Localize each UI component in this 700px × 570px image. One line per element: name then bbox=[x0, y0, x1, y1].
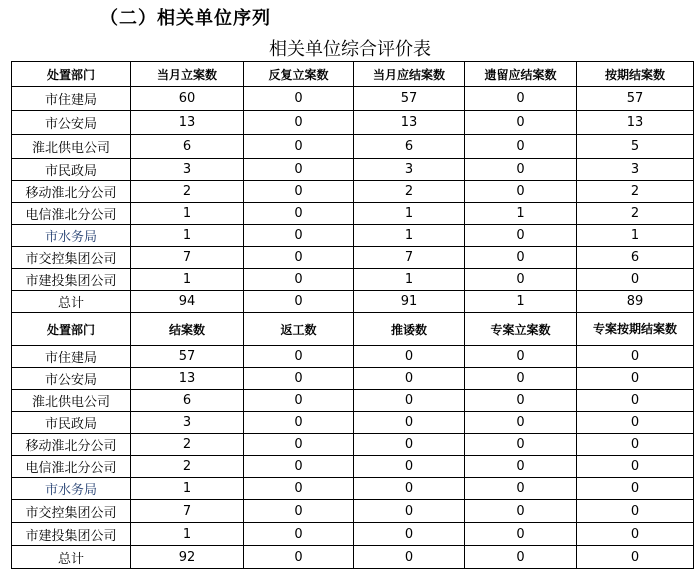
value-cell: 0 bbox=[244, 247, 354, 269]
department-cell: 市住建局 bbox=[12, 87, 131, 111]
value-cell: 0 bbox=[577, 500, 694, 523]
value-cell: 2 bbox=[577, 181, 694, 203]
value-cell: 5 bbox=[577, 135, 694, 159]
value-cell: 0 bbox=[465, 478, 577, 500]
value-cell: 0 bbox=[465, 346, 577, 368]
value-cell: 0 bbox=[465, 456, 577, 478]
value-cell: 0 bbox=[465, 111, 577, 135]
value-cell: 6 bbox=[131, 135, 244, 159]
value-cell: 7 bbox=[131, 500, 244, 523]
value-cell: 0 bbox=[465, 434, 577, 456]
value-cell: 0 bbox=[577, 390, 694, 412]
value-cell: 0 bbox=[244, 87, 354, 111]
value-cell: 0 bbox=[577, 546, 694, 569]
value-cell: 0 bbox=[577, 412, 694, 434]
department-cell: 市交控集团公司 bbox=[12, 247, 131, 269]
value-cell: 0 bbox=[577, 269, 694, 291]
table-row bbox=[12, 203, 694, 225]
total-row bbox=[12, 546, 694, 569]
table-row bbox=[12, 269, 694, 291]
value-cell: 1 bbox=[131, 269, 244, 291]
value-cell: 92 bbox=[131, 546, 244, 569]
value-cell: 1 bbox=[131, 225, 244, 247]
value-cell: 1 bbox=[131, 523, 244, 546]
table-row bbox=[12, 523, 694, 546]
table-row bbox=[12, 87, 694, 111]
table-row bbox=[12, 434, 694, 456]
value-cell: 0 bbox=[577, 368, 694, 390]
table-row bbox=[12, 390, 694, 412]
table-row bbox=[12, 478, 694, 500]
table2-header-cell: 专案立案数 bbox=[465, 313, 577, 346]
department-cell: 淮北供电公司 bbox=[12, 390, 131, 412]
value-cell: 57 bbox=[577, 87, 694, 111]
value-cell: 7 bbox=[131, 247, 244, 269]
value-cell: 2 bbox=[577, 203, 694, 225]
value-cell: 0 bbox=[577, 434, 694, 456]
value-cell: 0 bbox=[465, 546, 577, 569]
table2-header-cell: 处置部门 bbox=[12, 313, 131, 346]
value-cell: 1 bbox=[354, 203, 465, 225]
value-cell: 0 bbox=[354, 412, 465, 434]
value-cell: 3 bbox=[131, 159, 244, 181]
value-cell: 89 bbox=[577, 291, 694, 313]
department-cell: 市民政局 bbox=[12, 159, 131, 181]
department-cell: 电信淮北分公司 bbox=[12, 203, 131, 225]
value-cell: 1 bbox=[465, 203, 577, 225]
value-cell: 0 bbox=[354, 368, 465, 390]
value-cell: 0 bbox=[465, 500, 577, 523]
value-cell: 0 bbox=[244, 412, 354, 434]
value-cell: 2 bbox=[131, 434, 244, 456]
value-cell: 0 bbox=[244, 269, 354, 291]
value-cell: 3 bbox=[577, 159, 694, 181]
department-cell: 市建投集团公司 bbox=[12, 269, 131, 291]
department-cell: 移动淮北分公司 bbox=[12, 181, 131, 203]
department-cell: 移动淮北分公司 bbox=[12, 434, 131, 456]
value-cell: 0 bbox=[244, 291, 354, 313]
value-cell: 0 bbox=[354, 456, 465, 478]
table-row bbox=[12, 225, 694, 247]
value-cell: 0 bbox=[244, 456, 354, 478]
table1-header-cell: 处置部门 bbox=[12, 62, 131, 87]
value-cell: 0 bbox=[354, 523, 465, 546]
table-row bbox=[12, 412, 694, 434]
table-row bbox=[12, 181, 694, 203]
table1-header-row bbox=[12, 62, 694, 87]
value-cell: 0 bbox=[577, 456, 694, 478]
department-cell: 市水务局 bbox=[12, 478, 131, 500]
value-cell: 1 bbox=[354, 269, 465, 291]
table1-header-cell: 当月立案数 bbox=[131, 62, 244, 87]
value-cell: 0 bbox=[354, 434, 465, 456]
value-cell: 13 bbox=[577, 111, 694, 135]
value-cell: 0 bbox=[244, 346, 354, 368]
table2-header-row bbox=[12, 313, 694, 346]
table-row bbox=[12, 159, 694, 181]
value-cell: 0 bbox=[244, 500, 354, 523]
table1-header-cell: 按期结案数 bbox=[577, 62, 694, 87]
value-cell: 0 bbox=[354, 390, 465, 412]
value-cell: 0 bbox=[244, 181, 354, 203]
value-cell: 0 bbox=[244, 368, 354, 390]
table-row bbox=[12, 135, 694, 159]
table-title: 相关单位综合评价表 bbox=[269, 39, 431, 60]
value-cell: 0 bbox=[465, 368, 577, 390]
value-cell: 0 bbox=[465, 135, 577, 159]
department-cell: 市公安局 bbox=[12, 111, 131, 135]
table-row bbox=[12, 456, 694, 478]
value-cell: 0 bbox=[244, 111, 354, 135]
department-cell: 市民政局 bbox=[12, 412, 131, 434]
value-cell: 0 bbox=[354, 478, 465, 500]
value-cell: 3 bbox=[131, 412, 244, 434]
value-cell: 0 bbox=[465, 159, 577, 181]
value-cell: 13 bbox=[131, 111, 244, 135]
table2-header-cell: 专案按期结案数 bbox=[577, 313, 694, 346]
value-cell: 0 bbox=[244, 225, 354, 247]
value-cell: 0 bbox=[465, 247, 577, 269]
value-cell: 13 bbox=[354, 111, 465, 135]
value-cell: 1 bbox=[131, 203, 244, 225]
total-label-cell: 总计 bbox=[12, 546, 131, 569]
department-cell: 电信淮北分公司 bbox=[12, 456, 131, 478]
value-cell: 0 bbox=[354, 546, 465, 569]
value-cell: 57 bbox=[131, 346, 244, 368]
table-row bbox=[12, 346, 694, 368]
table-row bbox=[12, 247, 694, 269]
value-cell: 0 bbox=[465, 523, 577, 546]
value-cell: 2 bbox=[131, 181, 244, 203]
value-cell: 2 bbox=[131, 456, 244, 478]
table1-header-cell: 反复立案数 bbox=[244, 62, 354, 87]
value-cell: 0 bbox=[465, 390, 577, 412]
value-cell: 2 bbox=[354, 181, 465, 203]
value-cell: 57 bbox=[354, 87, 465, 111]
value-cell: 0 bbox=[244, 478, 354, 500]
table-row bbox=[12, 368, 694, 390]
value-cell: 60 bbox=[131, 87, 244, 111]
value-cell: 6 bbox=[577, 247, 694, 269]
department-cell: 市公安局 bbox=[12, 368, 131, 390]
department-cell: 市建投集团公司 bbox=[12, 523, 131, 546]
value-cell: 0 bbox=[354, 500, 465, 523]
table1-header-cell: 遗留应结案数 bbox=[465, 62, 577, 87]
value-cell: 0 bbox=[465, 269, 577, 291]
value-cell: 3 bbox=[354, 159, 465, 181]
department-cell: 淮北供电公司 bbox=[12, 135, 131, 159]
total-row bbox=[12, 291, 694, 313]
value-cell: 0 bbox=[577, 478, 694, 500]
table-row bbox=[12, 500, 694, 523]
department-cell: 市住建局 bbox=[12, 346, 131, 368]
evaluation-table bbox=[11, 61, 694, 569]
value-cell: 7 bbox=[354, 247, 465, 269]
department-cell: 市水务局 bbox=[12, 225, 131, 247]
total-label-cell: 总计 bbox=[12, 291, 131, 313]
value-cell: 0 bbox=[465, 225, 577, 247]
value-cell: 0 bbox=[244, 159, 354, 181]
table-row bbox=[12, 111, 694, 135]
section-title: （二）相关单位序列 bbox=[100, 8, 271, 29]
value-cell: 0 bbox=[244, 434, 354, 456]
department-cell: 市交控集团公司 bbox=[12, 500, 131, 523]
value-cell: 0 bbox=[244, 390, 354, 412]
table2-header-cell: 结案数 bbox=[131, 313, 244, 346]
value-cell: 6 bbox=[354, 135, 465, 159]
table1-header-cell: 当月应结案数 bbox=[354, 62, 465, 87]
value-cell: 0 bbox=[577, 523, 694, 546]
value-cell: 0 bbox=[465, 412, 577, 434]
value-cell: 0 bbox=[244, 546, 354, 569]
value-cell: 1 bbox=[577, 225, 694, 247]
value-cell: 0 bbox=[244, 135, 354, 159]
value-cell: 0 bbox=[354, 346, 465, 368]
value-cell: 13 bbox=[131, 368, 244, 390]
value-cell: 0 bbox=[244, 203, 354, 225]
value-cell: 0 bbox=[465, 181, 577, 203]
value-cell: 1 bbox=[131, 478, 244, 500]
value-cell: 1 bbox=[465, 291, 577, 313]
value-cell: 0 bbox=[465, 87, 577, 111]
value-cell: 0 bbox=[577, 346, 694, 368]
value-cell: 6 bbox=[131, 390, 244, 412]
table2-header-cell: 推诿数 bbox=[354, 313, 465, 346]
value-cell: 91 bbox=[354, 291, 465, 313]
table2-header-cell: 返工数 bbox=[244, 313, 354, 346]
value-cell: 0 bbox=[244, 523, 354, 546]
value-cell: 1 bbox=[354, 225, 465, 247]
value-cell: 94 bbox=[131, 291, 244, 313]
